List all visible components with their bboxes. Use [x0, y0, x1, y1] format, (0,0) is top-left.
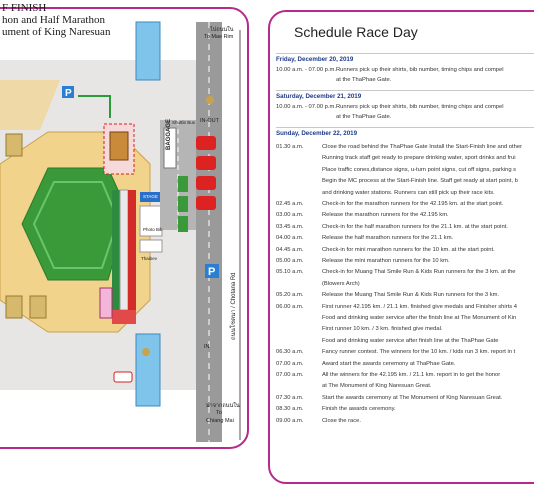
schedule-description: Runners pick up their shirts, bib number, timing chips and compel: [336, 67, 504, 73]
schedule-description: First runner 42.195 km. / 21.1 km. finished give medals and Finisher shirts 4: [322, 303, 517, 310]
day-heading: Sunday, December 22, 2019: [276, 130, 358, 137]
schedule-description: Close the road behind the ThaPhae Gate Install the Start-Finish line and other: [322, 144, 523, 150]
schedule-description: at the ThaPhae Gate.: [336, 114, 392, 120]
bus-4: [196, 196, 216, 210]
parking-icon: P: [65, 88, 72, 99]
race-area-map: [0, 0, 258, 462]
schedule-description: Release the mini marathon runners for the 10 km.: [322, 258, 450, 264]
schedule-description: Begin the MC process at the Start-Finish line. Staff get ready at start point, b: [322, 178, 518, 185]
lane-42: [112, 190, 120, 310]
schedule-description: Release the marathon runners for the 42.195 km.: [322, 212, 449, 219]
schedule-description: Award start the awards ceremony at ThaPhae Gate.: [322, 360, 456, 367]
road-label-bottom-th: มาจากถนนใน: [206, 403, 240, 409]
schedule-description: and drinking water stations. Runners can still pick up their race kits.: [322, 189, 495, 196]
bus-1: [196, 136, 216, 150]
section-divider: [276, 127, 534, 128]
stage-label: STAGE: [143, 194, 158, 199]
road-label-top-en: To Mae Rim: [204, 34, 234, 40]
photo-label: Photo Bib: [143, 227, 163, 232]
road-label-bottom-en-2: Chiang Mai: [206, 418, 234, 424]
booth-2: [178, 196, 188, 212]
schedule-description: Check-in for mini marathon runners for the 10 km. at the start point.: [322, 246, 495, 253]
map-title-line-1: F FINISH: [2, 2, 47, 14]
schedule-time: 06.00 a.m.: [276, 303, 304, 310]
schedule-time: 08.30 a.m.: [276, 406, 304, 413]
schedule-time: 05.00 a.m.: [276, 258, 304, 264]
schedule-description: All the winners for the 42.195 km. / 21.1 km. report in to get the honor: [322, 372, 501, 378]
baggage-label: BAGGAGE: [166, 118, 172, 150]
lane-21: [120, 190, 128, 310]
road-label-bottom-en-1: To: [216, 410, 222, 416]
in-label: IN: [204, 344, 210, 350]
schedule-description: at The Monument of King Naresuan Great.: [322, 383, 432, 390]
map-title-line-2: hon and Half Marathon: [2, 14, 105, 26]
schedule-time: 04.45 a.m.: [276, 246, 304, 253]
day-heading: Saturday, December 21, 2019: [276, 93, 362, 100]
schedule-description: Runners pick up their shirts, bib number, timing chips and compel: [336, 104, 504, 110]
schedule-time: 10.00 a.m. - 07.00 p.m.: [276, 67, 336, 73]
schedule-time: 07.00 a.m.: [276, 372, 304, 378]
schedule-description: at the ThaPhae Gate.: [336, 77, 392, 83]
schedule-description: Release the half marathon runners for the 21.1 km.: [322, 235, 454, 242]
schedule-time: 01.30 a.m.: [276, 144, 304, 150]
schedule-description: First runner 10 km. / 3 km. finished give medal.: [322, 326, 443, 333]
lane-10: [128, 190, 136, 310]
schedule-time: 04.00 a.m.: [276, 235, 304, 242]
schedule-description: Check-in for Muang Thai Smile Run & Kids Run runners for the 3 km. at the: [322, 269, 516, 276]
schedule-description: Food and drinking water service after the finish line at The Monument of Kin: [322, 315, 517, 321]
schedule-time: 02.45 a.m.: [276, 201, 304, 207]
schedule-time: 03.00 a.m.: [276, 212, 304, 219]
road-chotana-label: ถนนโชตนา / Chotana Rd: [231, 272, 237, 340]
schedule-description: Release the Muang Thai Smile Run & Kids Run runners for the 3 km.: [322, 292, 500, 299]
schedule-panel: [264, 0, 534, 462]
moat-bottom: [136, 334, 160, 406]
schedule-time: 07.00 a.m.: [276, 360, 304, 367]
finish-arch: [112, 310, 136, 324]
schedule-description: (Blowers Arch): [322, 280, 360, 287]
schedule-description: Food and drinking water service after finish line at the ThaPhae Gate: [322, 337, 499, 344]
schedule-description: Place traffic cones,distance signs, u-turn point signs, cut off signs, parking s: [322, 166, 517, 173]
schedule-description: Check-in for the half marathon runners for the 21.1 km. at the start point.: [322, 223, 508, 230]
schedule-time: 09.00 a.m.: [276, 417, 304, 424]
thaibev-label: Thaibev: [141, 256, 158, 261]
schedule-time: 05.20 a.m.: [276, 292, 304, 299]
schedule-title: Schedule Race Day: [294, 24, 418, 40]
schedule-time: 07.30 a.m.: [276, 394, 304, 401]
section-divider: [276, 53, 534, 54]
schedule-description: Finish the awards ceremony.: [322, 406, 396, 413]
shuttle-label: Shuttle Bus: [172, 120, 196, 125]
schedule-time: 06.30 a.m.: [276, 349, 304, 356]
schedule-description: Running track staff get ready to prepare drinking water, sport drinks and frui: [322, 155, 516, 162]
bus-3: [196, 176, 216, 190]
road-label-top-th: ไปถนนใน: [210, 27, 234, 33]
day-heading: Friday, December 20, 2019: [276, 56, 354, 63]
schedule-time: 03.45 a.m.: [276, 223, 304, 230]
schedule-description: Close the race.: [322, 417, 361, 424]
moat-top: [136, 22, 160, 80]
schedule-description: Check-in for the marathon runners for the 42.195 km. at the start point.: [322, 201, 504, 207]
map-graphic: [0, 0, 258, 462]
section-divider: [276, 90, 534, 91]
schedule-description: Start the awards ceremony at The Monument of King Naresuan Great.: [322, 394, 503, 401]
schedule-description: Fancy runner contest. The winners for the 10 km. / kids run 3 km. report in t: [322, 349, 516, 356]
ambulance: [114, 372, 132, 382]
booth-3: [178, 216, 188, 232]
booth-1: [178, 176, 188, 192]
svg-text:P: P: [208, 266, 216, 278]
schedule-time: 10.00 a.m. - 07.00 p.m.: [276, 104, 336, 110]
bus-2: [196, 156, 216, 170]
map-title-line-3: ument of King Naresuan: [2, 26, 111, 38]
in-out-label: IN-OUT: [200, 118, 219, 124]
schedule-time: 05.10 a.m.: [276, 269, 304, 276]
